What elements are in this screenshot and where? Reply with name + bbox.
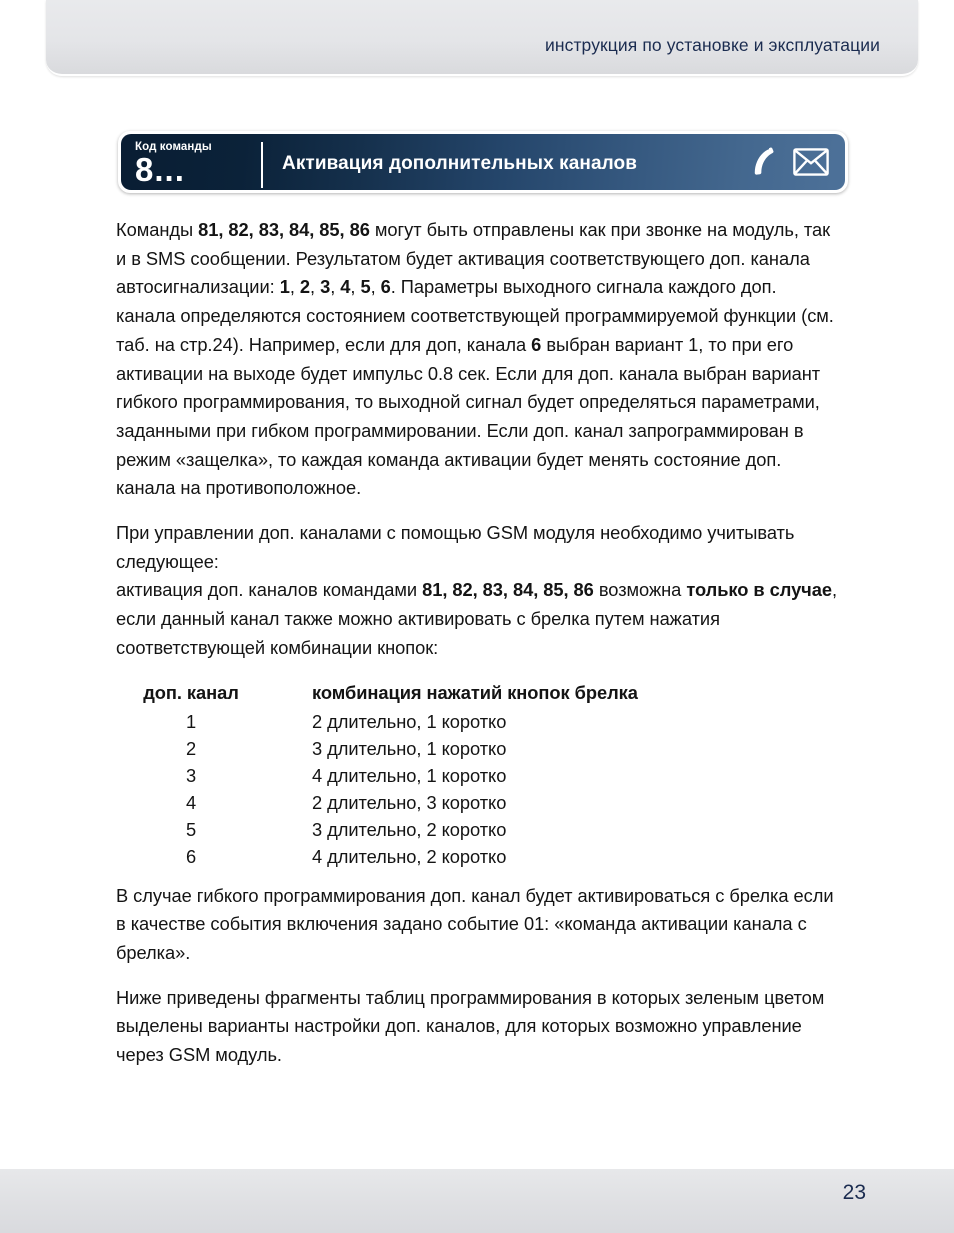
table-row <box>116 789 638 816</box>
command-code-label: Код команды <box>135 141 212 153</box>
table-row <box>116 816 638 843</box>
cell-combination: 4 длительно, 1 коротко <box>312 764 507 786</box>
table-body <box>116 708 638 870</box>
table-header-row <box>116 679 638 708</box>
cell-combination: 3 длительно, 1 коротко <box>312 737 507 759</box>
command-bar-divider <box>261 142 263 188</box>
column-header-combination: комбинация нажатий кнопок брелка <box>312 681 638 703</box>
cell-channel: 6 <box>185 845 197 867</box>
paragraph-1: Команды 81, 82, 83, 84, 85, 86 могут быть отправлены как при звонке на модуль, так и в SMS сообщении. Результатом будет активация соответствующего доп. канала автосигнализации: 1, 2, 3, 4, 5, 6. Параметры выходного сигнала каждого доп. канала определяются состоянием соответствующей программируемой функции (см. таб. на стр.24). Например, если для доп, канала 6 выбран вариант 1, то при его активации на выходе будет импульс 0.8 сек. Если для доп. канала выбран вариант гибкого программирования, то выходной сигнал будет определяться параметрами, заданными при гибком программировании. Если доп. канал запрограммирован в режим «защелка», то каждая команда активации будет менять состояние доп. канала на противоположное. <box>116 219 834 499</box>
cell-channel: 2 <box>185 737 197 759</box>
paragraph-4: В случае гибкого программирования доп. канал будет активироваться с брелка если в качестве события включения задано событие 01: «команда активации канала с брелка». <box>116 884 834 963</box>
envelope-icon <box>793 148 829 176</box>
page-footer <box>0 1169 954 1233</box>
cell-channel: 3 <box>185 764 197 786</box>
phone-icon <box>745 145 779 179</box>
table-row <box>116 708 638 735</box>
command-header-bar <box>118 131 848 193</box>
command-bar-title: Активация дополнительных каналов <box>282 153 638 174</box>
paragraph-2: При управлении доп. каналами с помощью GSM модуля необходимо учитывать следующее: <box>116 522 795 572</box>
channel-key-combination-table <box>116 679 638 870</box>
command-code-block <box>121 134 259 190</box>
header-title: инструкция по установке и эксплуатации <box>544 35 880 55</box>
page-number: 23 <box>842 1181 866 1204</box>
cell-combination: 2 длительно, 1 коротко <box>312 710 507 732</box>
cell-channel: 4 <box>185 791 197 813</box>
column-header-channel: доп. канал <box>143 681 239 703</box>
cell-channel: 1 <box>185 710 197 732</box>
command-bar-icons <box>745 145 829 179</box>
command-code-value: 8... <box>135 151 185 188</box>
page-content <box>116 216 840 1086</box>
table-row <box>116 762 638 789</box>
paragraph-3: активация доп. каналов командами 81, 82, 83, 84, 85, 86 возможна только в случае, если данный канал также можно активировать с брелка путем нажатия соответствующей комбинации кнопок: <box>116 579 838 658</box>
cell-combination: 2 длительно, 3 коротко <box>312 791 507 813</box>
cell-combination: 3 длительно, 2 коротко <box>312 818 507 840</box>
cell-channel: 5 <box>185 818 197 840</box>
table-row <box>116 735 638 762</box>
command-header-inner <box>121 134 845 190</box>
cell-combination: 4 длительно, 2 коротко <box>312 845 507 867</box>
page-header <box>0 0 954 86</box>
table-row <box>116 843 638 870</box>
header-panel <box>46 0 918 76</box>
paragraph-5: Ниже приведены фрагменты таблиц программирования в которых зеленым цветом выделены варианты настройки доп. каналов, для которых возможно управление через GSM модуль. <box>116 986 825 1066</box>
